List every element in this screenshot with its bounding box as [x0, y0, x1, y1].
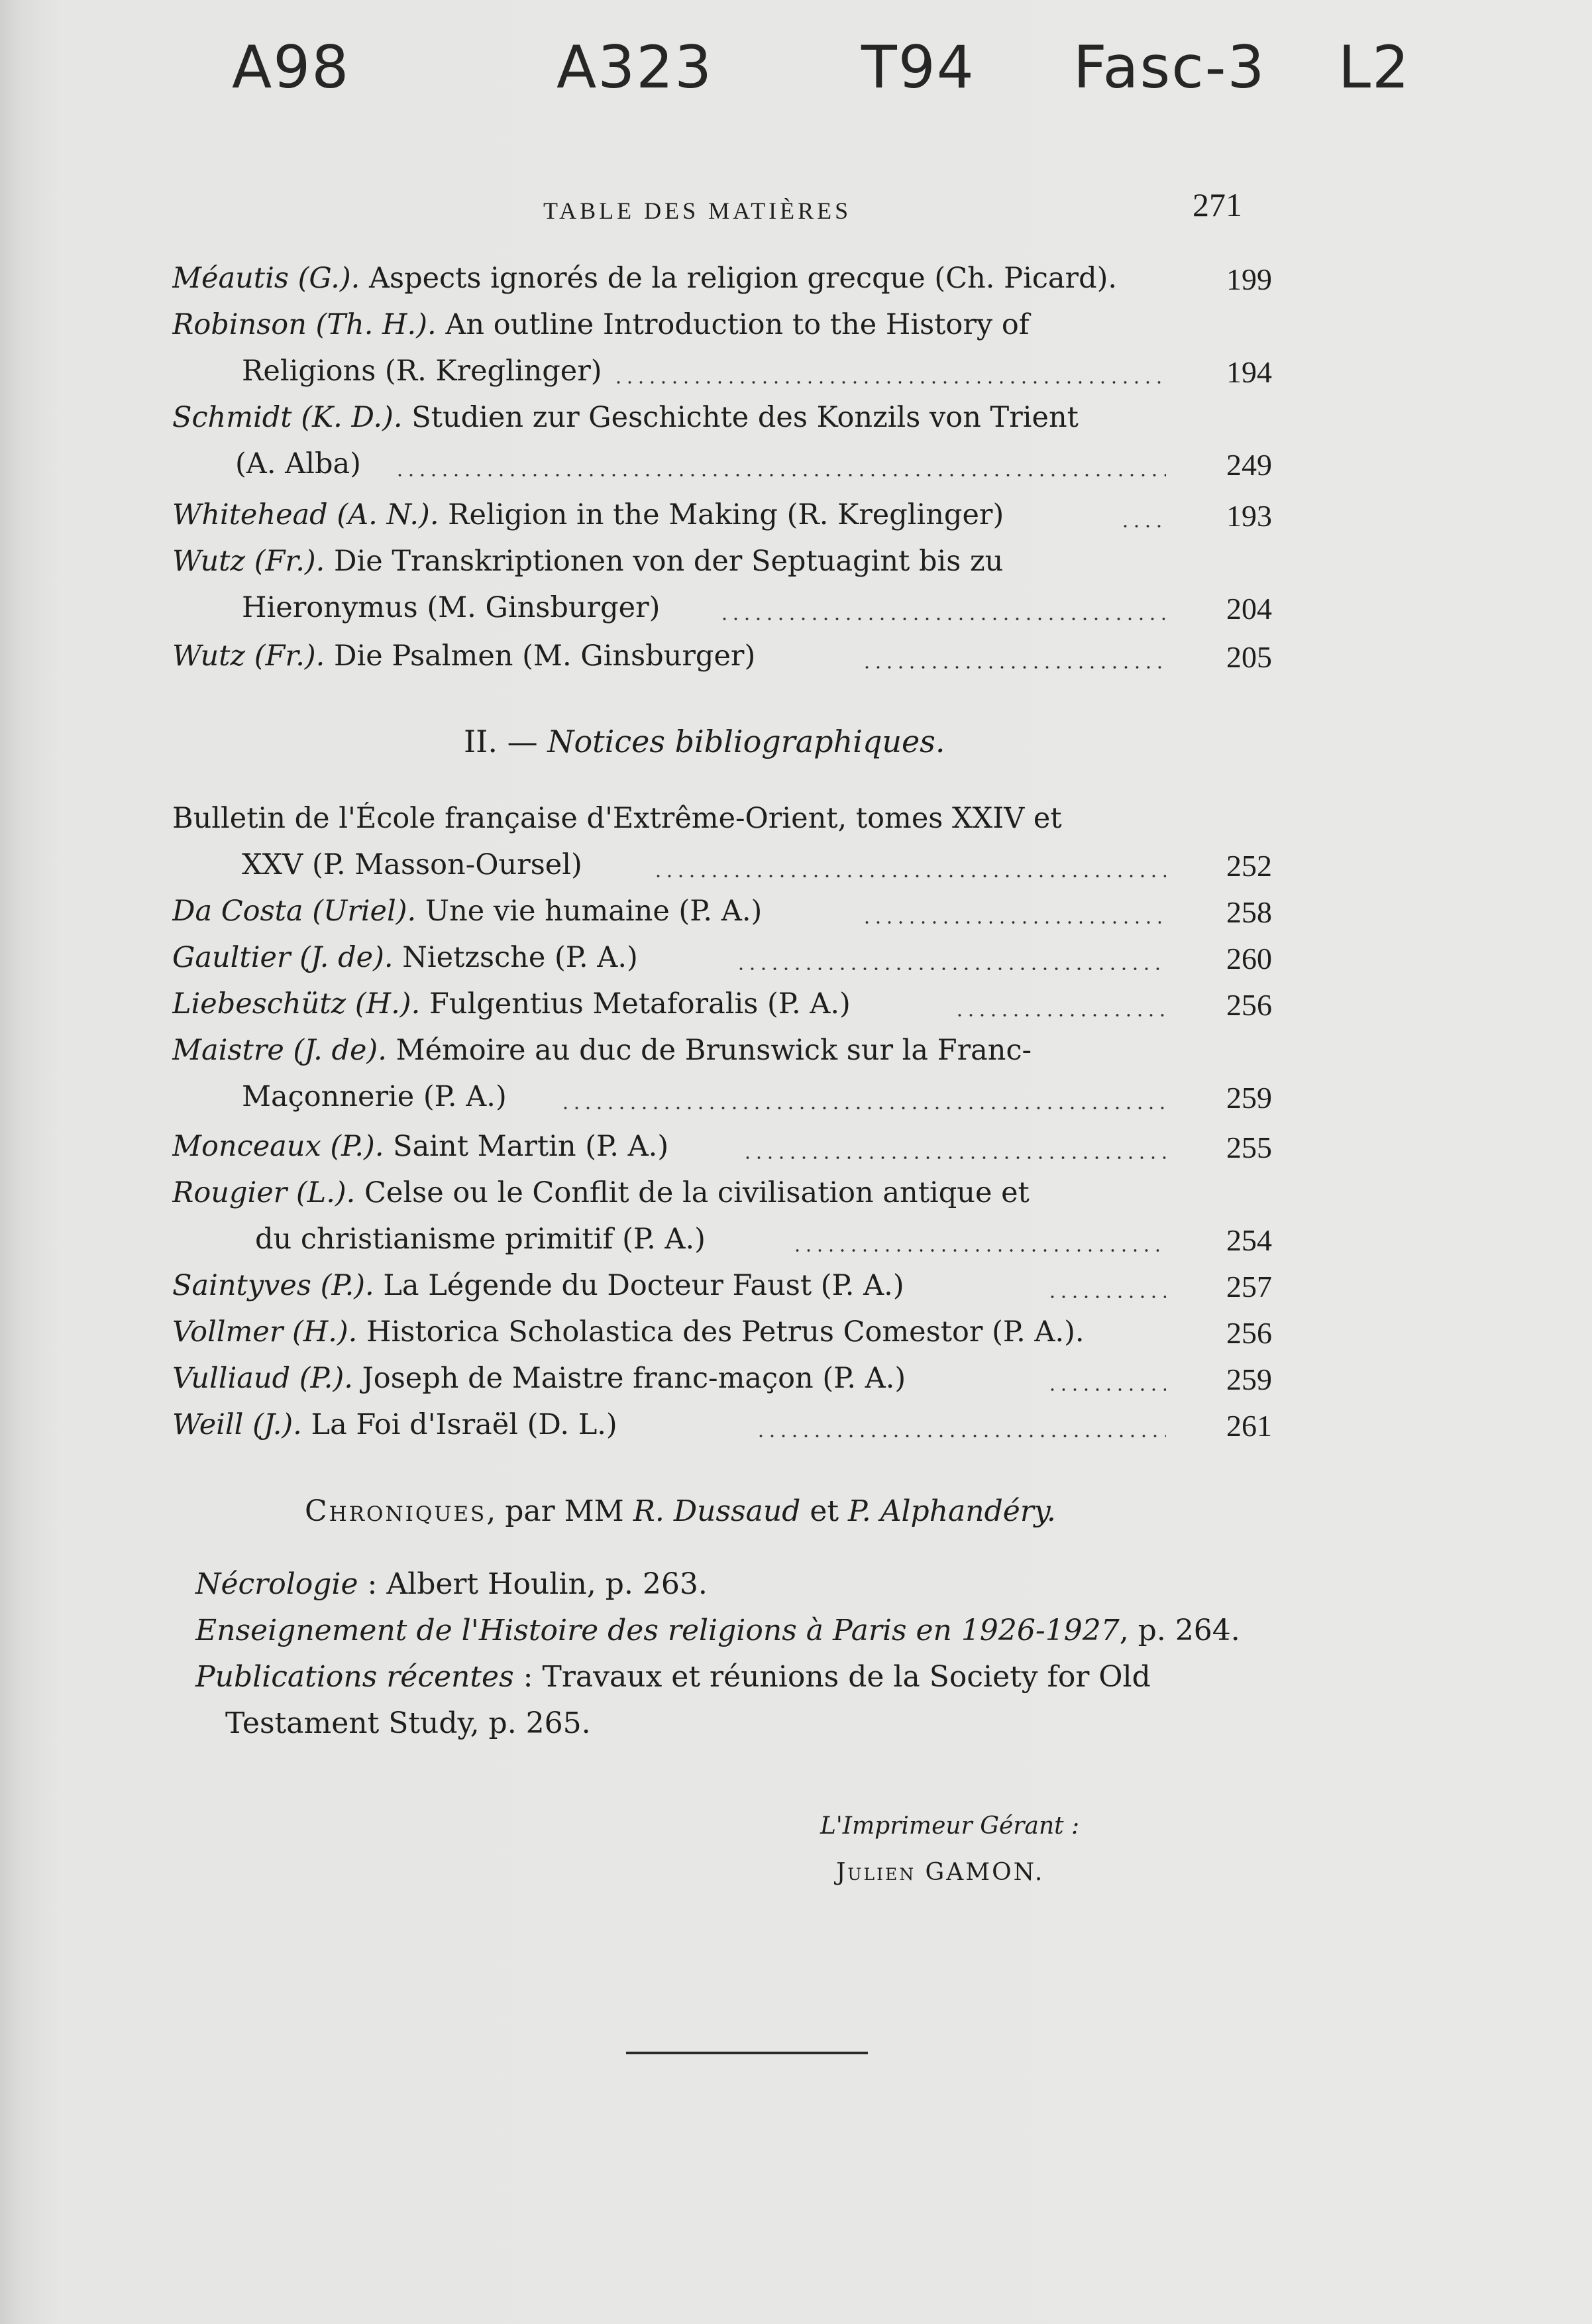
- toc-entry: [172, 987, 1272, 1034]
- printer-label: L'Imprimeur Gérant :: [820, 1812, 1080, 1840]
- note-continuation: Testament Study, p. 265.: [225, 1706, 591, 1740]
- entry-title: An outline Introduction to the History of: [445, 308, 1030, 341]
- toc-entry: [172, 262, 1272, 308]
- entry-author: Méautis (G.).: [172, 262, 360, 295]
- entry-author: Vollmer (H.).: [172, 1315, 358, 1349]
- chroniques-author: R. Dussaud: [633, 1494, 801, 1528]
- entry-title: Une vie humaine (P. A.): [425, 895, 763, 928]
- entry-page: 254: [1226, 1223, 1272, 1257]
- chroniques-line: [305, 1494, 1056, 1528]
- handwritten-note: A323: [557, 33, 714, 101]
- toc-entry: [172, 895, 1272, 941]
- toc-entry: [172, 639, 1272, 686]
- note-line: [195, 1660, 1151, 1694]
- toc-entry: [172, 1315, 1272, 1362]
- running-title: TABLE DES MATIÈRES: [543, 197, 852, 224]
- entry-title: Aspects ignorés de la religion grecque (Ch. Picard).: [368, 262, 1118, 295]
- note-line: [195, 1614, 1240, 1647]
- page-number: 271: [1193, 186, 1242, 223]
- entry-author: Rougier (L.).: [172, 1176, 356, 1209]
- entry-page: 194: [1226, 355, 1272, 389]
- entry-continuation: XXV (P. Masson-Oursel): [242, 848, 582, 881]
- entry-author: Weill (J.).: [172, 1408, 302, 1441]
- entry-title: Religion in the Making (R. Kreglinger): [448, 498, 1004, 531]
- handwritten-note: L2: [1338, 33, 1411, 101]
- printer-name: Julien GAMON.: [836, 1859, 1045, 1886]
- entry-author: Monceaux (P.).: [172, 1130, 384, 1163]
- toc-entry: [172, 1269, 1272, 1315]
- toc-entry: [172, 498, 1272, 545]
- toc-entry: [172, 1362, 1272, 1408]
- toc-entry: [172, 1130, 1272, 1176]
- entry-title: La Foi d'Israël (D. L.): [311, 1408, 617, 1441]
- section-numeral: II. —: [464, 724, 548, 759]
- entry-page: 252: [1226, 849, 1272, 883]
- entry-author: Gaultier (J. de).: [172, 941, 394, 974]
- entry-title: Celse ou le Conflit de la civilisation antique et: [364, 1176, 1030, 1209]
- entry-title: Joseph de Maistre franc-maçon (P. A.): [362, 1362, 906, 1395]
- entry-title: Studien zur Geschichte des Konzils von Trient: [411, 401, 1079, 434]
- toc-entry: [172, 802, 1272, 895]
- entry-title: Saint Martin (P. A.): [393, 1130, 669, 1163]
- entry-page: 259: [1226, 1362, 1272, 1396]
- note-line: [195, 1567, 708, 1601]
- handwritten-note: A98: [232, 33, 350, 101]
- entry-title: Fulgentius Metaforalis (P. A.): [429, 987, 851, 1021]
- chroniques-author: P. Alphandéry.: [848, 1494, 1056, 1528]
- entry-author: Saintyves (P.).: [172, 1269, 374, 1302]
- note-text: : Albert Houlin, p. 263.: [358, 1567, 708, 1601]
- toc-entry: [172, 401, 1272, 494]
- entry-continuation: Religions (R. Kreglinger): [242, 355, 602, 388]
- note-label: Enseignement de l'Histoire des religions à Paris en 1926-1927: [195, 1614, 1120, 1647]
- note-text: : Travaux et réunions de la Society for Old: [513, 1660, 1151, 1694]
- entry-author: Da Costa (Uriel).: [172, 895, 417, 928]
- toc-entry: [172, 308, 1272, 401]
- entry-author: Whitehead (A. N.).: [172, 498, 439, 531]
- entry-title: Nietzsche (P. A.): [402, 941, 638, 974]
- entry-author: Wutz (Fr.).: [172, 639, 325, 673]
- entry-title: Die Psalmen (M. Ginsburger): [333, 639, 756, 673]
- entry-continuation: Maçonnerie (P. A.): [242, 1080, 507, 1113]
- toc-entry: [172, 545, 1272, 637]
- section-heading: [464, 724, 945, 759]
- entry-page: 260: [1226, 942, 1272, 975]
- divider-rule: [626, 2052, 868, 2054]
- toc-entry: [172, 1408, 1272, 1455]
- toc-entry: [172, 1034, 1272, 1127]
- entry-author: Robinson (Th. H.).: [172, 308, 437, 341]
- entry-page: 258: [1226, 895, 1272, 929]
- entry-continuation: du christianisme primitif (P. A.): [255, 1223, 706, 1256]
- entry-page: 257: [1226, 1270, 1272, 1303]
- chroniques-by: , par MM: [486, 1494, 633, 1528]
- toc-entry: [172, 1176, 1272, 1269]
- entry-page: 204: [1226, 592, 1272, 626]
- entry-author: Vulliaud (P.).: [172, 1362, 353, 1395]
- handwritten-note: T94: [861, 33, 975, 101]
- note-label: Nécrologie: [195, 1567, 358, 1601]
- entry-page: 205: [1226, 640, 1272, 674]
- entry-title: Die Transkriptionen von der Septuagint bis zu: [333, 545, 1004, 578]
- entry-author: Wutz (Fr.).: [172, 545, 325, 578]
- entry-author: Maistre (J. de).: [172, 1034, 387, 1067]
- entry-page: 261: [1226, 1409, 1272, 1443]
- entry-title: Mémoire au duc de Brunswick sur la Franc-: [396, 1034, 1032, 1067]
- entry-page: 259: [1226, 1081, 1272, 1115]
- handwritten-note: Fasc-3: [1073, 33, 1266, 101]
- note-label: Publications récentes: [195, 1660, 514, 1694]
- entry-page: 249: [1226, 448, 1272, 482]
- entry-continuation: Hieronymus (M. Ginsburger): [242, 591, 661, 624]
- toc-entry: [172, 941, 1272, 987]
- entry-author: Liebeschütz (H.).: [172, 987, 421, 1021]
- entry-continuation: (A. Alba): [235, 447, 361, 480]
- entry-title: Bulletin de l'École française d'Extrême-Orient, tomes XXIV et: [172, 802, 1062, 835]
- entry-page: 256: [1226, 1316, 1272, 1350]
- chroniques-label: Chroniques: [305, 1494, 487, 1528]
- entry-title: Historica Scholastica des Petrus Comestor (P. A.).: [366, 1315, 1085, 1349]
- chroniques-conjunction: et: [800, 1494, 849, 1528]
- entry-page: 193: [1226, 499, 1272, 533]
- entry-page: 256: [1226, 988, 1272, 1022]
- entry-page: 255: [1226, 1131, 1272, 1164]
- entry-title: La Légende du Docteur Faust (P. A.): [383, 1269, 904, 1302]
- section-title: Notices bibliographiques.: [547, 724, 945, 759]
- note-text: , p. 264.: [1119, 1614, 1240, 1647]
- entry-author: Schmidt (K. D.).: [172, 401, 403, 434]
- entry-page: 199: [1226, 262, 1272, 296]
